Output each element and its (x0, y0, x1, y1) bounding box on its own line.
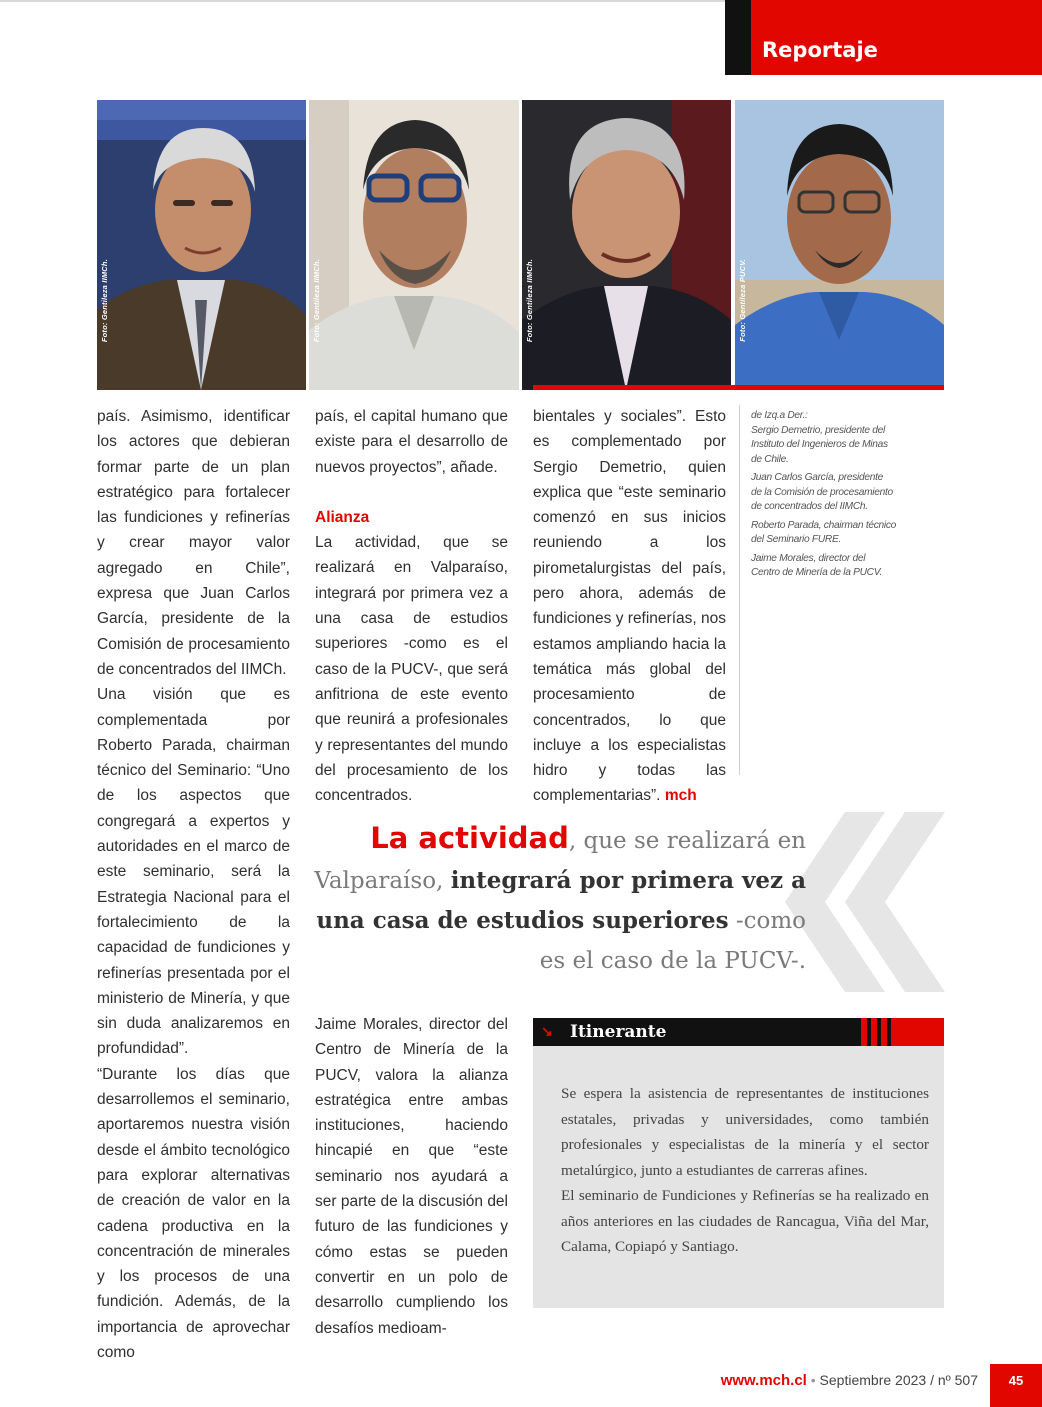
caption-line: Jaime Morales, director del Centro de Minería de la PUCV. (751, 552, 882, 578)
article-column-1 (97, 404, 290, 1365)
photo-credit: Foto: Gentileza IIMCh. (312, 258, 321, 342)
sidebar-body (561, 1081, 929, 1260)
page-footer (721, 1372, 978, 1389)
photo-jaime-morales (735, 100, 944, 390)
caption-line: Roberto Parada, chairman técnico del Seminario FURE. (751, 519, 896, 545)
pull-quote (300, 818, 806, 981)
caption-line: Juan Carlos García, presidente de la Comisión de procesamiento de concentrados del IIMCh. (751, 472, 893, 512)
caption-divider (739, 405, 740, 775)
pull-quote-lead: La actividad (370, 821, 569, 855)
paragraph: La actividad, que se realizará en Valparaíso, integrará por primera vez a una casa de estudios superiores -como es el caso de la PUCV-, que será anfitriona de este evento que reunirá a profesionales y representantes del mundo del procesamiento de los concentrados. (315, 534, 508, 805)
photo-sergio-demetrio (97, 100, 306, 390)
portrait-3-image (522, 100, 731, 390)
paragraph (533, 404, 726, 809)
paragraph: “Durante los días que desarrollemos el seminario, aportaremos nuestra visión desde el ámbito tecnológico para explorar alternativas de creación de valor en la cadena productiva en la concentración de minerales y los procesos de una fundición. Además, de la importancia de aprovechar como (97, 1065, 290, 1361)
photo-credit: Foto: Gentileza IIMCh. (100, 258, 109, 342)
portrait-2-image (309, 100, 519, 390)
sidebar-box-itinerante (533, 1018, 944, 1308)
footer-bullet: • (810, 1372, 816, 1388)
caption-line: de Izq.a Der.: (751, 410, 808, 421)
article-column-3 (533, 404, 726, 809)
paragraph: El seminario de Fundiciones y Refinerías se ha realizado en años anteriores en las ciudades de Rancagua, Viña del Mar, Calama, Copiapó y Santiago. (561, 1187, 929, 1255)
portrait-4-image (735, 100, 944, 390)
paragraph-text: bientales y sociales”. Esto es complementado por Sergio Demetrio, quien explica que “este seminario comenzó en sus inicios reuniendo a los pirometalurgistas del país, pero ahora, además de fundiciones y refinerías, nos estamos ampliando hacia la temática más global del procesamiento de concentrados, lo que incluye a los especialistas hidro y todas las complementarias”. (533, 408, 726, 805)
top-rule (0, 0, 760, 2)
paragraph: país. Asimismo, identificar los actores que debieran formar parte de un plan estratégico para fortalecer las fundiciones y refinerías y crear mayor valor agregado en Chile”, expresa que Juan Carlos García, presidente de la Comisión de procesamiento de concentrados del IIMCh. (97, 408, 290, 678)
arrow-down-right-icon: ↘ (541, 1023, 553, 1039)
paragraph: Una visión que es complementada por Roberto Parada, chairman técnico del Seminario: “Uno de los aspectos que congregará a expertos y autoridades en el marco de este seminario, será la Estrategia Nacional para el fortalecimiento de la capacidad de fundiciones y refinerías presentada por el ministerio de Minería, y que sin duda analizaremos en profundidad”. (97, 686, 290, 1058)
header-stripes (861, 1018, 944, 1046)
pull-quote-text: , que se realizará en Valparaíso, (314, 828, 806, 894)
photo-juan-carlos-garcia (309, 100, 519, 390)
photo-accent-bar (533, 385, 944, 390)
mch-end-tag: mch (664, 787, 697, 805)
article-column-2-top (315, 404, 508, 808)
section-tab (725, 0, 1042, 75)
website-link[interactable]: www.mch.cl (720, 1372, 807, 1389)
sidebar-header (533, 1018, 944, 1046)
caption-line: Sergio Demetrio, presidente del Instituto del Ingenieros de Minas de Chile. (751, 424, 888, 465)
photo-credit: Foto: Gentileza PUCV. (738, 259, 747, 342)
portrait-1-image (97, 100, 306, 390)
paragraph: Jaime Morales, director del Centro de Minería de la PUCV, valora la alianza estratégica entre ambas instituciones, haciendo hincapié en que “este seminario nos ayudará a ser parte de la discusión del futuro de las fundiciones y cómo estas se pueden convertir en un polo de desarrollo cumpliendo los desafíos medioam- (315, 1016, 509, 1337)
pull-quote-emphasis: integrará por primera vez a una casa de estudios superiores (316, 867, 806, 934)
section-label: Reportaje (762, 38, 878, 62)
section-tab-accent (725, 0, 751, 75)
photo-credit: Foto: Gentileza IIMCh. (525, 258, 534, 342)
photo-roberto-parada (522, 100, 731, 390)
page-number: 45 (990, 1364, 1042, 1407)
sidebar-title: Itinerante (570, 1022, 667, 1042)
paragraph: Se espera la asistencia de representantes de instituciones estatales, privadas y universidades, como también profesionales y especialistas de la minería y el sector metalúrgico, junto a estudiantes de carreras afines. (561, 1085, 929, 1179)
photo-caption (751, 409, 896, 585)
paragraph: país, el capital humano que existe para el desarrollo de nuevos proyectos”, añade. (315, 408, 508, 476)
subhead-alianza: Alianza (315, 508, 370, 526)
article-column-2-bottom (315, 1012, 508, 1341)
issue-info: Septiembre 2023 / nº 507 (819, 1372, 978, 1388)
pull-quote-text: -como es el caso de la PUCV-. (539, 908, 806, 974)
